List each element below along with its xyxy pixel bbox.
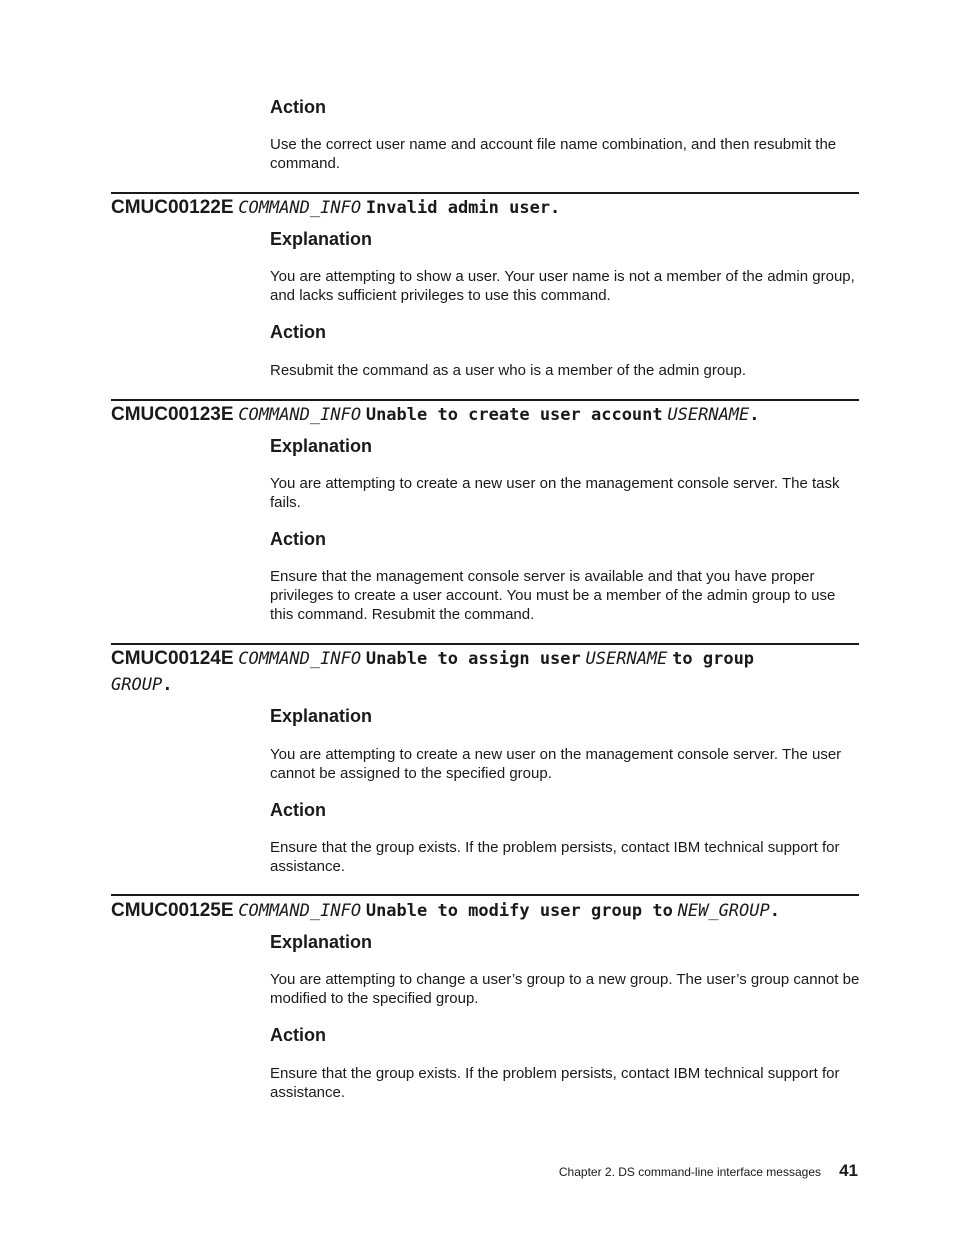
section-heading-explanation: Explanation (270, 932, 373, 952)
message-divider (111, 192, 859, 194)
message-period: . (749, 405, 760, 425)
message-text: Unable to assign user (365, 649, 581, 669)
message-id: CMUC00123E (111, 404, 234, 425)
message-text: to group (672, 649, 755, 669)
message-id: CMUC00124E (111, 648, 234, 669)
action-paragraph: Ensure that the group exists. If the problem persists, contact IBM technical support for assistance. (270, 839, 840, 875)
message-variable: GROUP (111, 675, 163, 695)
message-text: Invalid admin user. (365, 198, 561, 218)
explanation-paragraph: You are attempting to create a new user on the management console server. The user cannot be assigned to the specified group. (270, 746, 842, 782)
message-period: . (769, 901, 780, 921)
section-heading-action: Action (270, 1025, 326, 1045)
message-info-variable: COMMAND_INFO (238, 405, 362, 425)
section-heading-action: Action (270, 97, 326, 117)
section-heading-explanation: Explanation (270, 229, 373, 249)
section-heading-action: Action (270, 322, 326, 342)
message-text: Unable to modify user group to (365, 901, 673, 921)
message-info-variable: COMMAND_INFO (238, 901, 362, 921)
message-variable: USERNAME (585, 649, 668, 669)
section-heading-action: Action (270, 529, 326, 549)
page-number: 41 (839, 1161, 858, 1180)
message-title (111, 195, 859, 221)
message-title-continuation (111, 672, 859, 698)
explanation-paragraph: You are attempting to create a new user on the management console server. The task fails. (270, 475, 840, 511)
section-heading-action: Action (270, 800, 326, 820)
message-variable: NEW_GROUP (677, 901, 770, 921)
message-divider (111, 643, 859, 645)
message-id: CMUC00125E (111, 900, 234, 921)
message-divider (111, 894, 859, 896)
message-info-variable: COMMAND_INFO (238, 649, 362, 669)
message-divider (111, 399, 859, 401)
message-title (111, 646, 859, 672)
message-variable: USERNAME (667, 405, 750, 425)
message-id: CMUC00122E (111, 197, 234, 218)
action-paragraph: Ensure that the management console server is available and that you have proper privileges to create a user account. You must be a member of the admin group to use this command. Resubmit the command. (270, 568, 836, 623)
action-paragraph: Use the correct user name and account file name combination, and then resubmit the command. (270, 136, 837, 172)
message-period: . (162, 675, 173, 695)
message-title (111, 898, 859, 924)
action-paragraph: Resubmit the command as a user who is a member of the admin group. (270, 362, 747, 379)
action-paragraph: Ensure that the group exists. If the problem persists, contact IBM technical support for assistance. (270, 1065, 840, 1101)
section-heading-explanation: Explanation (270, 706, 373, 726)
explanation-paragraph: You are attempting to change a user’s group to a new group. The user’s group cannot be modified to the specified group. (270, 971, 860, 1007)
footer-chapter-title: Chapter 2. DS command-line interface messages (558, 1165, 821, 1179)
section-heading-explanation: Explanation (270, 436, 373, 456)
explanation-paragraph: You are attempting to show a user. Your user name is not a member of the admin group, and lacks sufficient privileges to use this command. (270, 268, 855, 304)
message-title (111, 402, 859, 428)
message-info-variable: COMMAND_INFO (238, 198, 362, 218)
message-text: Unable to create user account (365, 405, 663, 425)
